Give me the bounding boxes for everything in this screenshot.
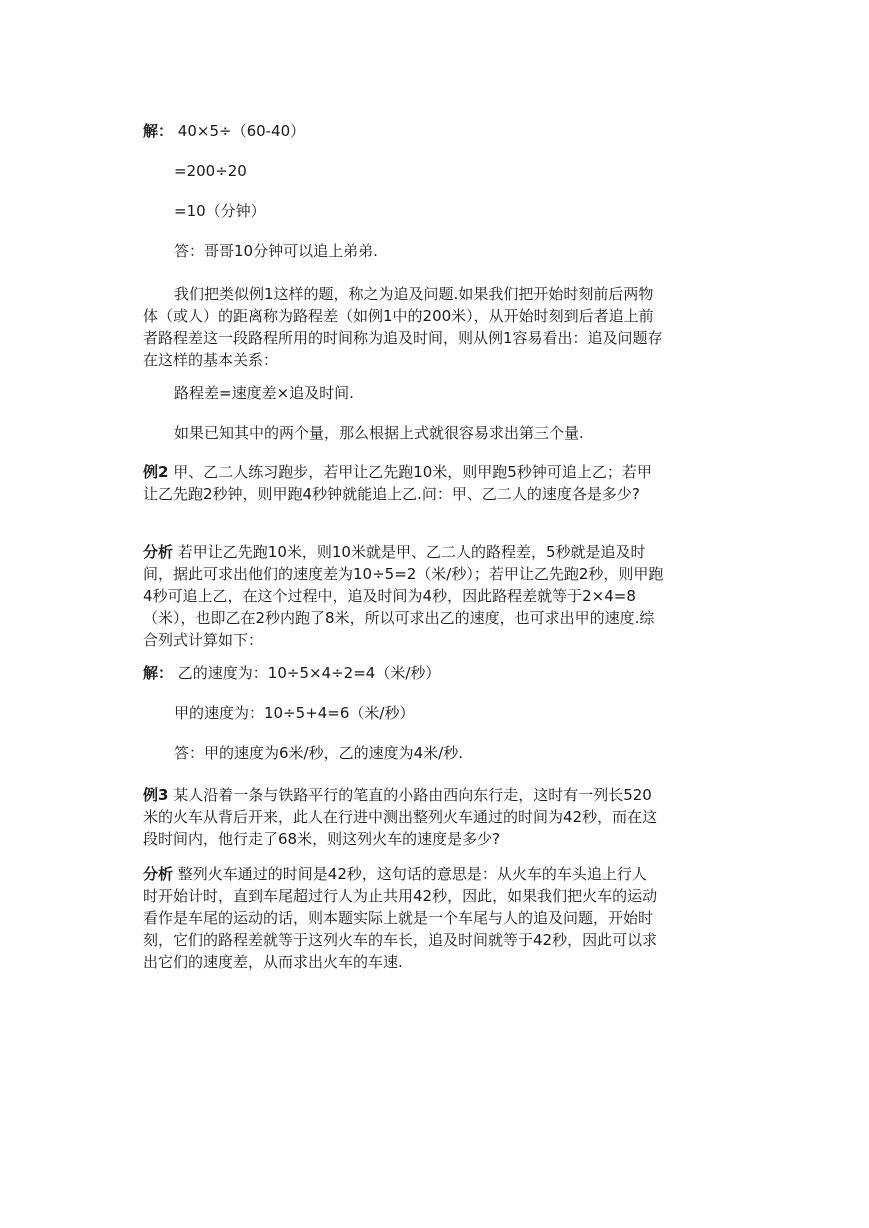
- solution2-label: 解：: [143, 664, 174, 682]
- solution1-step3: =10（分钟）: [174, 202, 266, 220]
- concept-line-4: 在这样的基本关系：: [143, 351, 279, 369]
- analysis3-line-3: 看作是车尾的运动的话，则本题实际上就是一个车尾与人的追及问题，开始时: [143, 909, 654, 927]
- analysis2-line-5: 合列式计算如下：: [143, 631, 264, 649]
- example2-line-2: 让乙先跑2秒钟，则甲跑4秒钟就能追上乙.问：甲、乙二人的速度各是多少?: [143, 485, 640, 503]
- example2-paragraph: [143, 461, 753, 505]
- concept-line-3: 者路程差这一段路程所用的时间称为追及时间，则从例1容易看出：追及问题存: [143, 329, 663, 347]
- concept-line-2: 体（或人）的距离称为路程差（如例1中的200米），从开始时刻到后者追上前: [143, 307, 654, 325]
- example3-label: 例3: [143, 786, 169, 804]
- solution2-answer: 答：甲的速度为6米/秒，乙的速度为4米/秒.: [174, 744, 463, 762]
- solution1-step2: =200÷20: [174, 162, 247, 180]
- analysis2-label: 分析: [143, 543, 174, 561]
- example3-line-1: 某人沿着一条与铁路平行的笔直的小路由西向东行走，这时有一列长520: [168, 786, 652, 804]
- solution1-line: [143, 120, 305, 142]
- concept-formula: 路程差=速度差×追及时间.: [174, 384, 354, 402]
- concept-paragraph: [143, 283, 753, 371]
- solution2-line: [143, 662, 440, 684]
- analysis3-line-1: 整列火车通过的时间是42秒，这句话的意思是：从火车的车头追上行人: [173, 865, 647, 883]
- analysis2-line-4: （米），也即乙在2秒内跑了8米，所以可求出乙的速度，也可求出甲的速度.综: [143, 609, 655, 627]
- example3-line-3: 段时间内，他行走了68米，则这列火车的速度是多少?: [143, 830, 501, 848]
- solution1-step1: 40×5÷（60-40）: [177, 122, 306, 140]
- concept-note: 如果已知其中的两个量，那么根据上式就很容易求出第三个量.: [174, 424, 584, 442]
- example3-paragraph: [143, 784, 753, 850]
- example3-line-2: 米的火车从背后开来，此人在行进中测出整列火车通过的时间为42秒，而在这: [143, 808, 658, 826]
- solution2-step1: 乙的速度为：10÷5×4÷2=4（米/秒）: [177, 664, 441, 682]
- solution2-step2: 甲的速度为：10÷5+4=6（米/秒）: [174, 704, 415, 722]
- analysis2-paragraph: [143, 541, 753, 651]
- concept-line-1: 我们把类似例1这样的题，称之为追及问题.如果我们把开始时刻前后两物: [174, 285, 654, 303]
- example2-label: 例2: [143, 463, 169, 481]
- analysis3-label: 分析: [143, 865, 174, 883]
- analysis2-line-2: 间，据此可求出他们的速度差为10÷5=2（米/秒）；若甲让乙先跑2秒，则甲跑: [143, 565, 664, 583]
- solution1-answer: 答：哥哥10分钟可以追上弟弟.: [174, 242, 378, 260]
- analysis3-line-2: 时开始计时，直到车尾超过行人为止共用42秒，因此，如果我们把火车的运动: [143, 887, 658, 905]
- analysis2-line-1: 若甲让乙先跑10米，则10米就是甲、乙二人的路程差，5秒就是追及时: [173, 543, 646, 561]
- solution1-label: 解：: [143, 122, 174, 140]
- analysis3-line-4: 刻，它们的路程差就等于这列火车的车长，追及时间就等于42秒，因此可以求: [143, 931, 658, 949]
- analysis3-line-5: 出它们的速度差，从而求出火车的车速.: [143, 953, 403, 971]
- example2-line-1: 甲、乙二人练习跑步，若甲让乙先跑10米，则甲跑5秒钟可追上乙；若甲: [168, 463, 652, 481]
- analysis3-paragraph: [143, 863, 753, 973]
- analysis2-line-3: 4秒可追上乙，在这个过程中，追及时间为4秒，因此路程差就等于2×4=8: [143, 587, 636, 605]
